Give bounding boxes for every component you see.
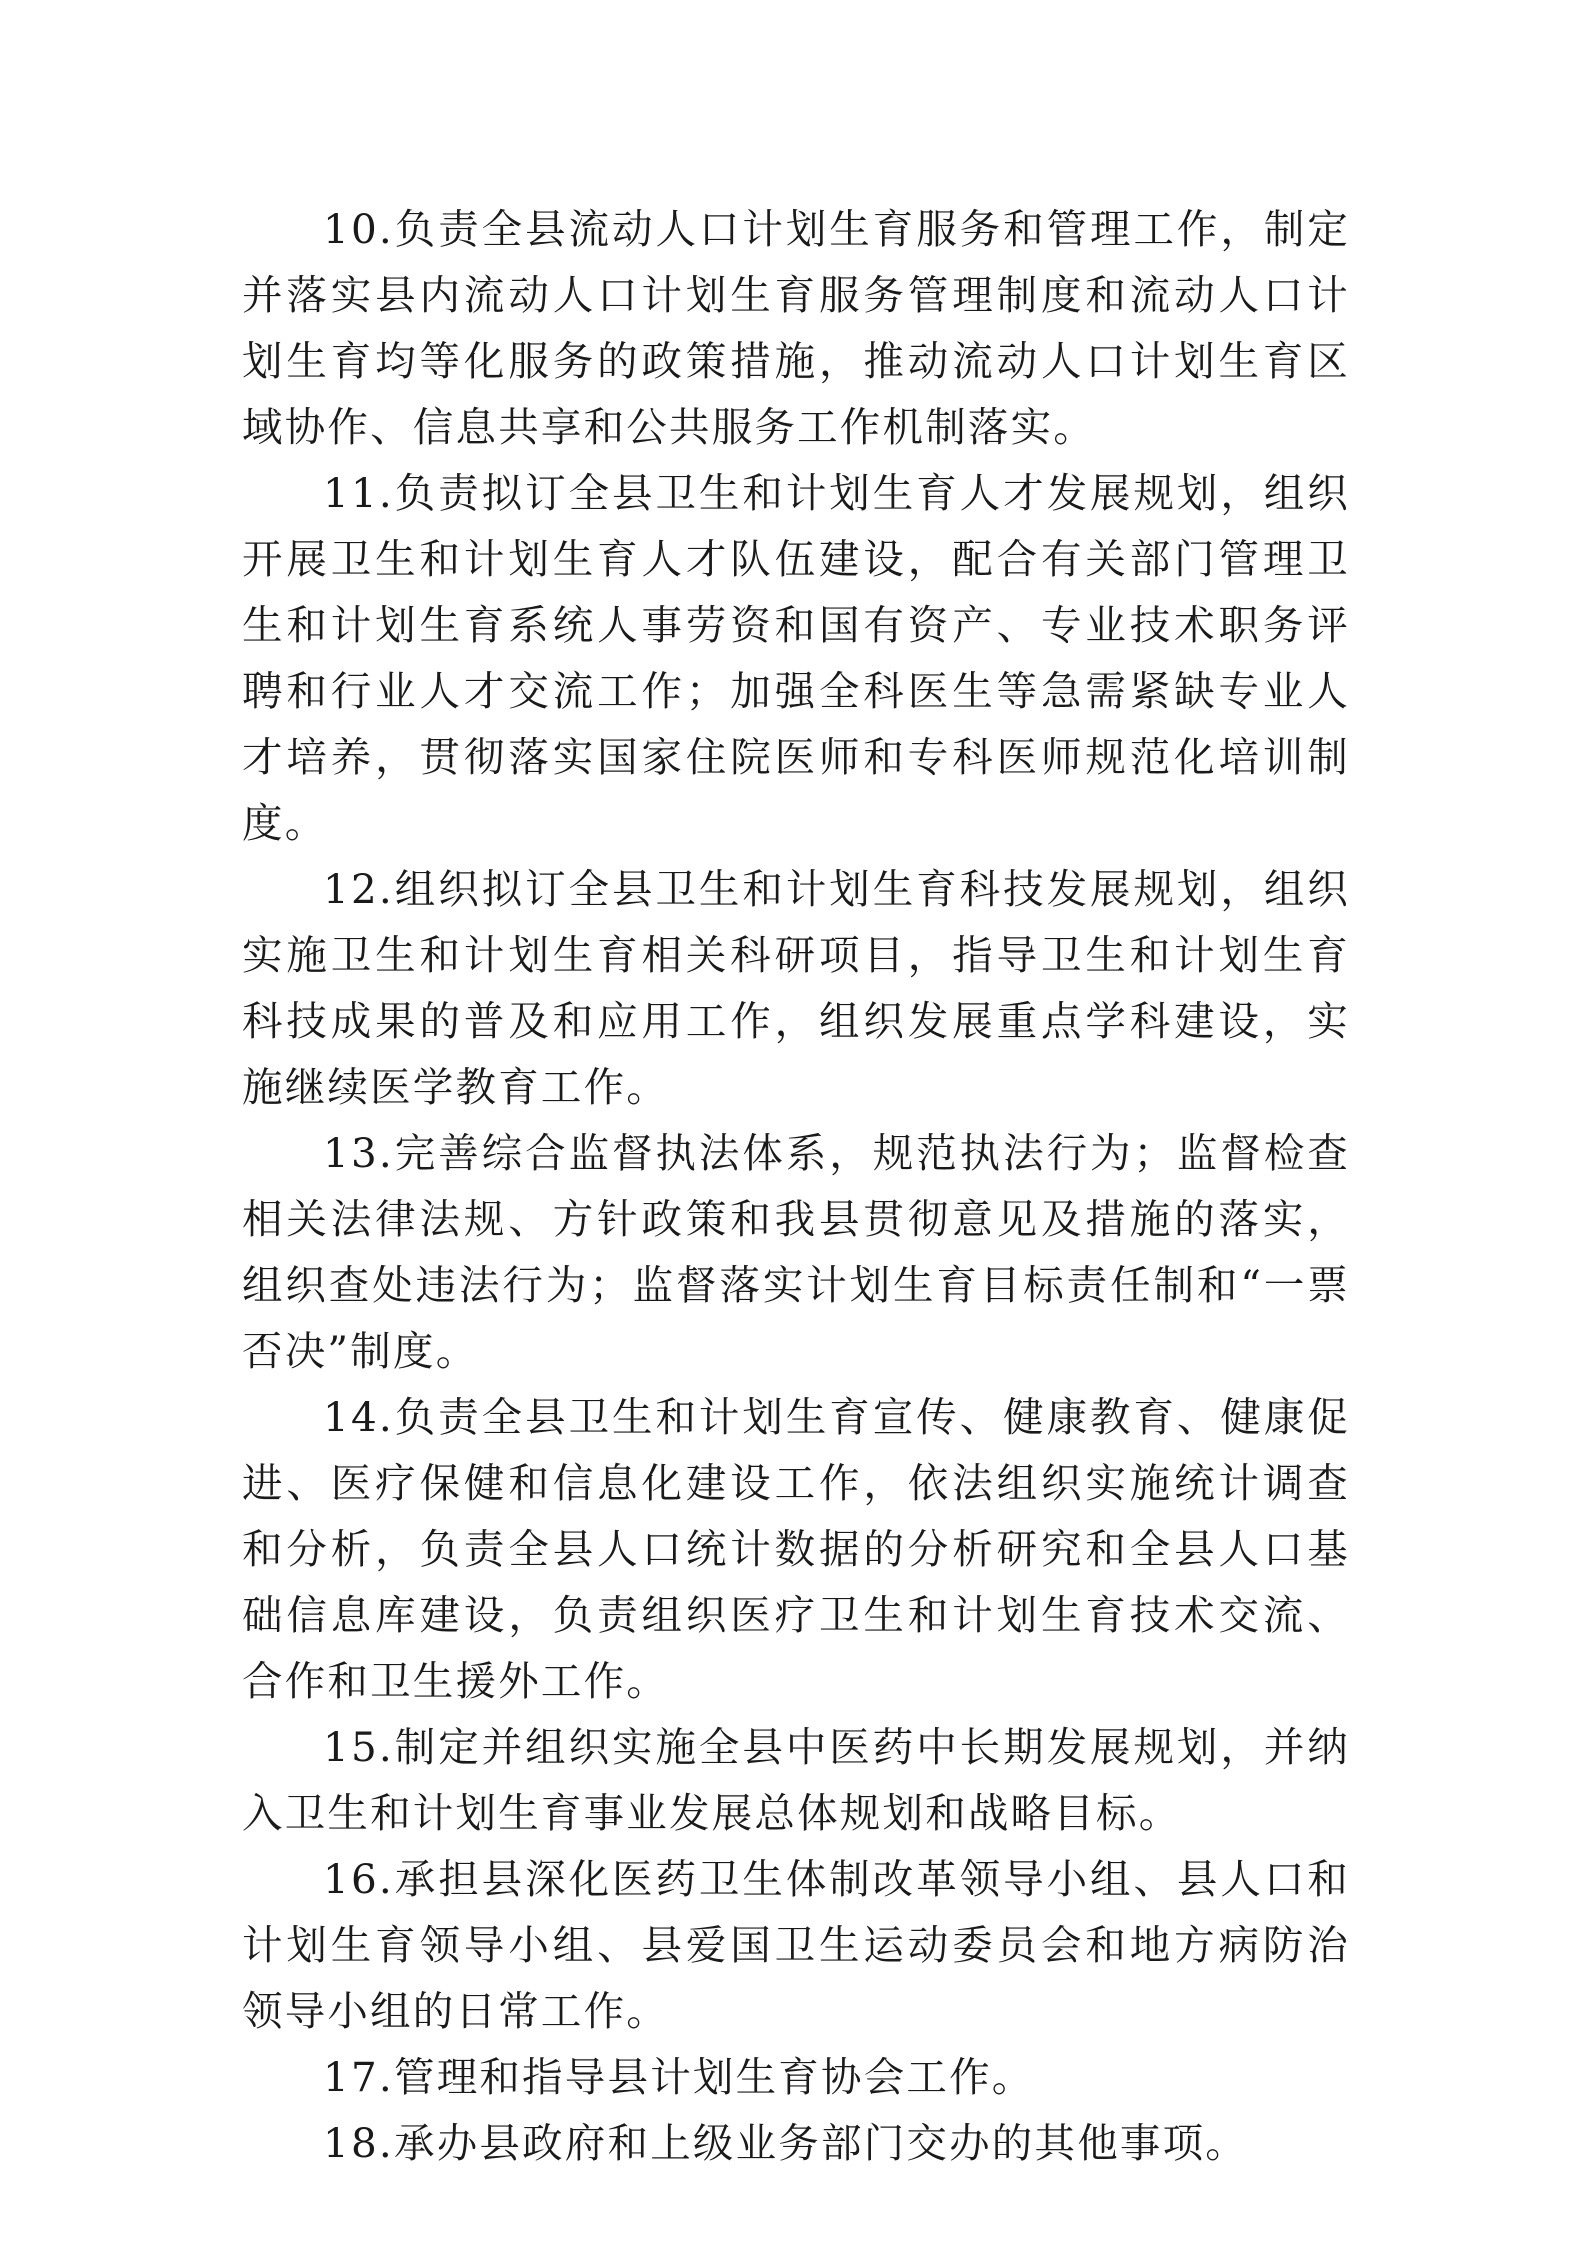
paragraph-item-13: 13.完善综合监督执法体系，规范执法行为；监督检查相关法律法规、方针政策和我县贯彻意见及措施的落实，组织查处违法行为；监督落实计划生育目标责任制和“一票否决”制度。 xyxy=(242,1129,1350,1375)
paragraph-item-18: 18.承办县政府和上级业务部门交办的其他事项。 xyxy=(323,2119,1249,2167)
paragraph-item-14: 14.负责全县卫生和计划生育宣传、健康教育、健康促进、医疗保健和信息化建设工作，依法组织实施统计调查和分析，负责全县人口统计数据的分析研究和全县人口基础信息库建设，负责组织医疗卫生和计划生育技术交流、合作和卫生援外工作。 xyxy=(242,1393,1350,1705)
paragraph-item-15: 15.制定并组织实施全县中医药中长期发展规划，并纳入卫生和计划生育事业发展总体规划和战略目标。 xyxy=(242,1723,1350,1837)
paragraph-item-17: 17.管理和指导县计划生育协会工作。 xyxy=(323,2053,1035,2101)
document-body xyxy=(242,196,1350,2176)
paragraph-item-10: 10.负责全县流动人口计划生育服务和管理工作，制定并落实县内流动人口计划生育服务管理制度和流动人口计划生育均等化服务的政策措施，推动流动人口计划生育区域协作、信息共享和公共服务工作机制落实。 xyxy=(242,205,1350,451)
paragraph-item-11: 11.负责拟订全县卫生和计划生育人才发展规划，组织开展卫生和计划生育人才队伍建设，配合有关部门管理卫生和计划生育系统人事劳资和国有资产、专业技术职务评聘和行业人才交流工作；加强全科医生等急需紧缺专业人才培养，贯彻落实国家住院医师和专科医师规范化培训制度。 xyxy=(242,469,1350,847)
paragraph-item-16: 16.承担县深化医药卫生体制改革领导小组、县人口和计划生育领导小组、县爱国卫生运动委员会和地方病防治领导小组的日常工作。 xyxy=(242,1855,1350,2035)
paragraph-item-12: 12.组织拟订全县卫生和计划生育科技发展规划，组织实施卫生和计划生育相关科研项目，指导卫生和计划生育科技成果的普及和应用工作，组织发展重点学科建设，实施继续医学教育工作。 xyxy=(242,865,1350,1111)
